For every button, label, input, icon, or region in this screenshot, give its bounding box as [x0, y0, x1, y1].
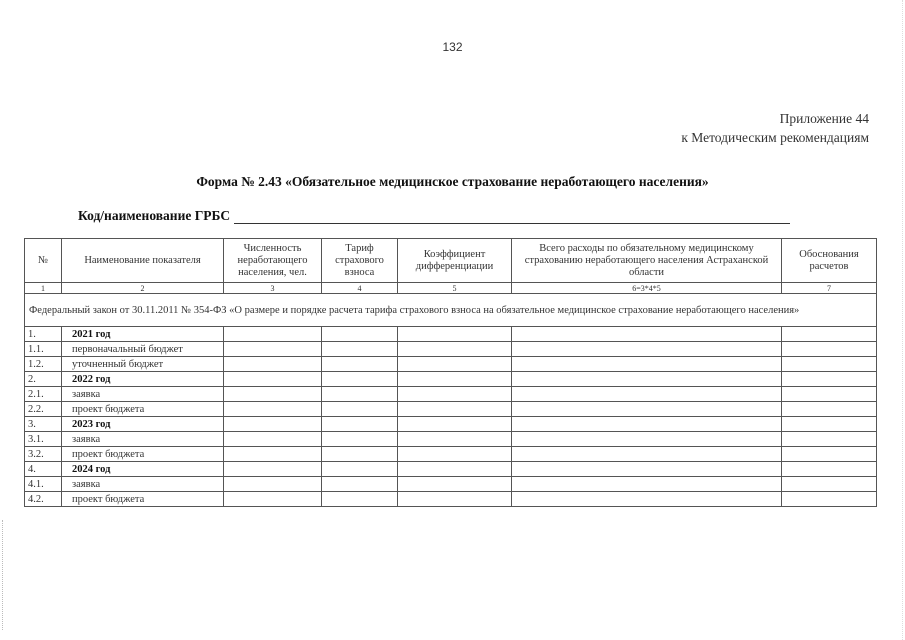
total-expenses-cell[interactable]	[512, 327, 782, 342]
table-row	[25, 402, 877, 417]
total-expenses-cell[interactable]	[512, 387, 782, 402]
appendix-line-1: Приложение 44	[779, 111, 869, 126]
row-indicator-name: первоначальный бюджет	[62, 342, 224, 357]
row-indicator-name: заявка	[62, 477, 224, 492]
population-cell[interactable]	[224, 387, 322, 402]
row-number: 4.1.	[25, 477, 62, 492]
page-number: 132	[442, 40, 463, 54]
justification-cell[interactable]	[782, 357, 877, 372]
coefficient-cell[interactable]	[398, 447, 512, 462]
justification-cell[interactable]	[782, 462, 877, 477]
population-cell[interactable]	[224, 447, 322, 462]
population-cell[interactable]	[224, 462, 322, 477]
table-row	[25, 387, 877, 402]
table-row	[25, 462, 877, 477]
table-row	[25, 447, 877, 462]
appendix-line-2: к Методическим рекомендациям	[681, 130, 869, 145]
row-indicator-name: 2022 год	[62, 372, 224, 387]
column-number: 3	[224, 283, 322, 294]
row-number: 2.1.	[25, 387, 62, 402]
row-number: 1.2.	[25, 357, 62, 372]
table-row	[25, 372, 877, 387]
population-cell[interactable]	[224, 327, 322, 342]
column-number: 4	[322, 283, 398, 294]
row-indicator-name: 2024 год	[62, 462, 224, 477]
tariff-cell[interactable]	[322, 477, 398, 492]
header-population: Численность неработающего населения, чел.	[224, 239, 322, 283]
column-number: 1	[25, 283, 62, 294]
table-row	[25, 342, 877, 357]
row-indicator-name: заявка	[62, 387, 224, 402]
population-cell[interactable]	[224, 417, 322, 432]
row-indicator-name: 2023 год	[62, 417, 224, 432]
total-expenses-cell[interactable]	[512, 447, 782, 462]
justification-cell[interactable]	[782, 387, 877, 402]
total-expenses-cell[interactable]	[512, 432, 782, 447]
total-expenses-cell[interactable]	[512, 342, 782, 357]
table-row	[25, 492, 877, 507]
tariff-cell[interactable]	[322, 432, 398, 447]
table-row	[25, 432, 877, 447]
row-indicator-name: уточненный бюджет	[62, 357, 224, 372]
coefficient-cell[interactable]	[398, 357, 512, 372]
header-number: №	[25, 239, 62, 283]
header-total-expenses: Всего расходы по обязательному медицинскому страхованию неработающего населения Астраханской области	[512, 239, 782, 283]
justification-cell[interactable]	[782, 402, 877, 417]
row-number: 1.1.	[25, 342, 62, 357]
row-number: 1.	[25, 327, 62, 342]
grbs-label: Код/наименование ГРБС	[78, 208, 231, 223]
header-justification: Обоснования расчетов	[782, 239, 877, 283]
grbs-fill-line[interactable]	[234, 209, 790, 224]
form-title: Форма № 2.43 «Обязательное медицинское страхование неработающего населения»	[196, 174, 709, 189]
law-reference-text: Федеральный закон от 30.11.2011 № 354-ФЗ «О размере и порядке расчета тарифа страхового взноса на обязательное медицинское страхование неработающего населения»	[25, 294, 877, 327]
column-number-row	[25, 283, 877, 294]
row-indicator-name: заявка	[62, 432, 224, 447]
tariff-cell[interactable]	[322, 417, 398, 432]
justification-cell[interactable]	[782, 432, 877, 447]
justification-cell[interactable]	[782, 342, 877, 357]
total-expenses-cell[interactable]	[512, 372, 782, 387]
coefficient-cell[interactable]	[398, 327, 512, 342]
justification-cell[interactable]	[782, 477, 877, 492]
row-number: 2.2.	[25, 402, 62, 417]
coefficient-cell[interactable]	[398, 432, 512, 447]
population-cell[interactable]	[224, 477, 322, 492]
grbs-field	[78, 208, 790, 224]
header-indicator-name: Наименование показателя	[62, 239, 224, 283]
table-row	[25, 357, 877, 372]
coefficient-cell[interactable]	[398, 477, 512, 492]
table-row	[25, 477, 877, 492]
header-coefficient: Коэффициент дифференциации	[398, 239, 512, 283]
column-number: 7	[782, 283, 877, 294]
population-cell[interactable]	[224, 432, 322, 447]
justification-cell[interactable]	[782, 447, 877, 462]
tariff-cell[interactable]	[322, 447, 398, 462]
justification-cell[interactable]	[782, 417, 877, 432]
tariff-cell[interactable]	[322, 342, 398, 357]
justification-cell[interactable]	[782, 327, 877, 342]
row-number: 3.	[25, 417, 62, 432]
row-indicator-name: 2021 год	[62, 327, 224, 342]
population-cell[interactable]	[224, 372, 322, 387]
law-reference-row	[25, 294, 877, 327]
column-number: 5	[398, 283, 512, 294]
data-rows	[25, 327, 877, 507]
coefficient-cell[interactable]	[398, 462, 512, 477]
coefficient-cell[interactable]	[398, 402, 512, 417]
population-cell[interactable]	[224, 402, 322, 417]
total-expenses-cell[interactable]	[512, 492, 782, 507]
form-table	[24, 238, 877, 507]
row-number: 2.	[25, 372, 62, 387]
header-tariff: Тариф страхового взноса	[322, 239, 398, 283]
scan-edge-left	[2, 520, 3, 630]
coefficient-cell[interactable]	[398, 492, 512, 507]
justification-cell[interactable]	[782, 372, 877, 387]
coefficient-cell[interactable]	[398, 372, 512, 387]
coefficient-cell[interactable]	[398, 417, 512, 432]
total-expenses-cell[interactable]	[512, 357, 782, 372]
row-indicator-name: проект бюджета	[62, 492, 224, 507]
justification-cell[interactable]	[782, 492, 877, 507]
row-number: 3.1.	[25, 432, 62, 447]
appendix-note	[681, 109, 869, 147]
row-number: 4.	[25, 462, 62, 477]
scan-edge-right	[902, 0, 903, 640]
tariff-cell[interactable]	[322, 372, 398, 387]
table-row	[25, 417, 877, 432]
tariff-cell[interactable]	[322, 387, 398, 402]
population-cell[interactable]	[224, 357, 322, 372]
total-expenses-cell[interactable]	[512, 402, 782, 417]
tariff-cell[interactable]	[322, 462, 398, 477]
total-expenses-cell[interactable]	[512, 462, 782, 477]
row-number: 4.2.	[25, 492, 62, 507]
tariff-cell[interactable]	[322, 327, 398, 342]
population-cell[interactable]	[224, 342, 322, 357]
column-number: 2	[62, 283, 224, 294]
tariff-cell[interactable]	[322, 357, 398, 372]
column-number: 6=3*4*5	[512, 283, 782, 294]
total-expenses-cell[interactable]	[512, 477, 782, 492]
tariff-cell[interactable]	[322, 492, 398, 507]
row-indicator-name: проект бюджета	[62, 402, 224, 417]
row-indicator-name: проект бюджета	[62, 447, 224, 462]
row-number: 3.2.	[25, 447, 62, 462]
coefficient-cell[interactable]	[398, 387, 512, 402]
population-cell[interactable]	[224, 492, 322, 507]
table-row	[25, 327, 877, 342]
coefficient-cell[interactable]	[398, 342, 512, 357]
total-expenses-cell[interactable]	[512, 417, 782, 432]
tariff-cell[interactable]	[322, 402, 398, 417]
header-row	[25, 239, 877, 283]
